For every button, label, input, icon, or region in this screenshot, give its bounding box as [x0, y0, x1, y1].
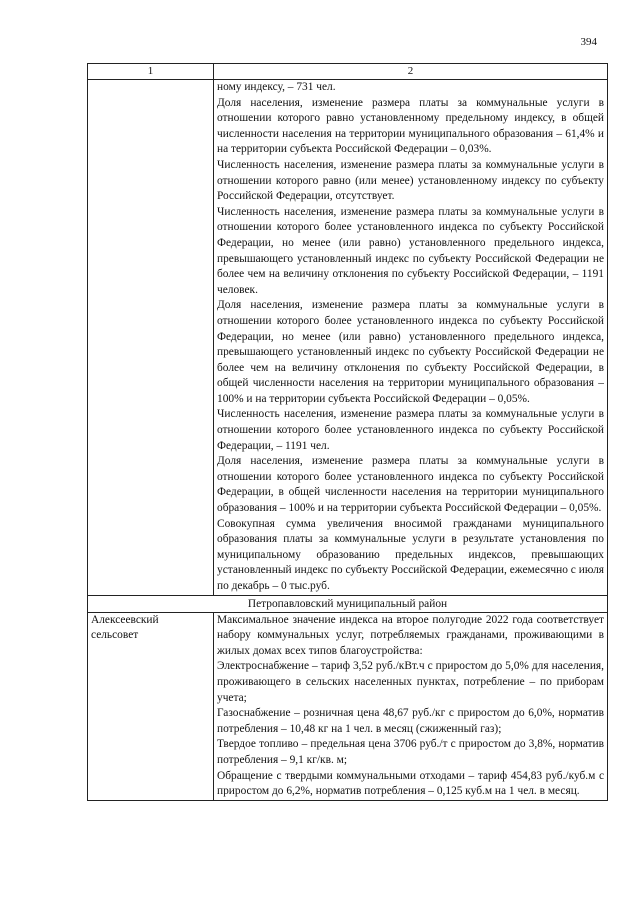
- paragraph: Максимальное значение индекса на второе полугодие 2022 года соответствует набору коммунальных услуг, потребляемых гражданами, проживающими в жилых домах всех типов благоустройства:: [217, 613, 604, 657]
- paragraph: Доля населения, изменение размера платы за коммунальные услуги в отношении которого равно установленному предельному индексу, в общей численности населения на территории муниципального образования – 61,4% и на территории субъекта Российской Федерации – 0,03%.: [217, 96, 604, 156]
- section-row: [88, 595, 608, 612]
- table-header-row: [88, 64, 608, 80]
- paragraph: Совокупная сумма увеличения вносимой гражданами муниципального образования платы за коммунальные услуги в результате установления по муниципальному образованию предельных индексов, превышающих установленный индекс по субъекту Российской Федерации, ежемесячно с июля по декабрь – 0 тыс.руб.: [217, 517, 604, 592]
- header-col-2: 2: [214, 64, 608, 80]
- paragraph: Доля населения, изменение размера платы за коммунальные услуги в отношении которого более установленного индекса по субъекту Российской Федерации, в общей численности населения на территории муниципального образования – 100% и на территории субъекта Российской Федерации – 0,05%.: [217, 455, 604, 515]
- paragraph: Доля населения, изменение размера платы за коммунальные услуги в отношении которого более установленного индекса по субъекту Российской Федерации, но менее (или равно) установленного предельного индекса, превышающего установленный индекс по субъекту Российской Федерации не более чем на величину отклонения по субъекту Российской Федерации, в общей численности населения на территории муниципального образования – 100% и на территории субъекта Российской Федерации – 0,05%.: [217, 299, 604, 405]
- table-row: [88, 80, 608, 596]
- row2-content-cell: [214, 612, 608, 800]
- paragraph: Численность населения, изменение размера платы за коммунальные услуги в отношении которого более установленного индекса по субъекту Российской Федерации, – 1191 чел.: [217, 408, 604, 452]
- paragraph: Электроснабжение – тариф 3,52 руб./кВт.ч с приростом до 5,0% для населения, проживающего в сельских населенных пунктах, потребление – по приборам учета;: [217, 660, 604, 704]
- paragraph: Численность населения, изменение размера платы за коммунальные услуги в отношении которого равно (или менее) установленному индексу по субъекту Российской Федерации, отсутствует.: [217, 158, 604, 203]
- paragraph: Численность населения, изменение размера платы за коммунальные услуги в отношении которого более установленного индекса по субъекту Российской Федерации, но менее (или равно) установленного предельного индекса, превышающего установленный индекс по субъекту Российской Федерации не более чем на величину отклонения по субъекту Российской Федерации, – 1191 человек.: [217, 205, 604, 296]
- settlement-name-line: сельсовет: [91, 629, 139, 642]
- row2-name-cell: [88, 612, 214, 800]
- header-col-1: 1: [88, 64, 214, 80]
- paragraph: Газоснабжение – розничная цена 48,67 руб./кг с приростом до 6,0%, норматив потребления – 10,48 кг на 1 чел. в месяц (сжиженный газ);: [217, 707, 604, 735]
- paragraph: ному индексу, – 731 чел.: [217, 81, 336, 93]
- paragraph: Твердое топливо – предельная цена 3706 руб./т с приростом до 3,8%, норматив потребления – 9,1 кг/кв. м;: [217, 738, 604, 766]
- settlement-name-line: Алексеевский: [91, 613, 159, 626]
- document-table: [87, 63, 608, 801]
- row1-content-cell: [214, 80, 608, 596]
- table-row: [88, 612, 608, 800]
- paragraph: Обращение с твердыми коммунальными отходами – тариф 454,83 руб./куб.м с приростом до 6,2%, норматив потребления – 0,125 куб.м на 1 чел. в месяц.: [217, 769, 604, 798]
- row1-name-cell: [88, 80, 214, 596]
- page-number: 394: [580, 36, 597, 48]
- section-title: Петропавловский муниципальный район: [88, 595, 608, 612]
